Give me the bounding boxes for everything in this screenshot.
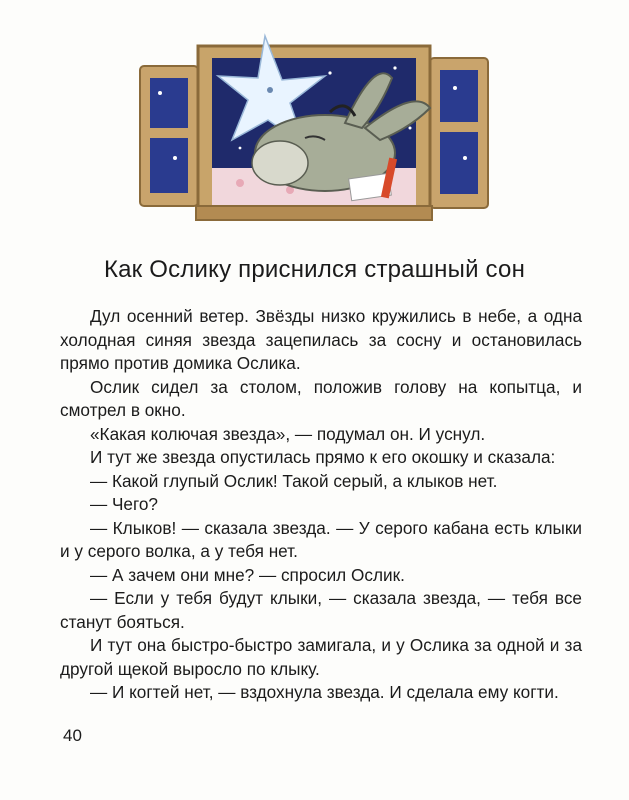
story-paragraph: «Какая колючая звезда», — подумал он. И уснул.	[90, 423, 486, 444]
story-paragraph: — А зачем они мне? — спросил Ослик.	[90, 564, 405, 585]
story-paragraph: Ослик сидел за столом, положив голову на копытца, и смотрел в окно.	[60, 376, 582, 420]
story-paragraph: И тут она быстро-быстро замигала, и у Ослика за одной и за другой щекой выросло по клыку.	[60, 635, 582, 679]
story-paragraph: — Какой глупый Ослик! Такой серый, а клыков нет.	[90, 470, 498, 491]
story-paragraph: — Если у тебя будут клыки, — сказала звезда, — тебя все станут бояться.	[60, 588, 582, 632]
story-paragraph: — Чего?	[90, 494, 158, 514]
story-title: Как Ослику приснился страшный сон	[103, 256, 526, 283]
story-paragraph: И тут же звезда опустилась прямо к его окошку и сказала:	[90, 447, 556, 467]
donkey-window-illustration	[130, 28, 505, 233]
page-number: 40	[63, 726, 82, 745]
donkey-sleeping-at-window-icon	[130, 28, 505, 233]
story-text	[60, 305, 582, 705]
story-paragraph: — Клыков! — сказала звезда. — У серого кабана есть клыки и у серого волка, а у тебя нет.	[60, 517, 582, 561]
story-paragraph: Дул осенний ветер. Звёзды низко кружились в небе, а одна холодная синяя звезда зацепилась за сосну и остановилась прямо против домика Ослика.	[60, 306, 582, 373]
story-paragraph: — И когтей нет, — вздохнула звезда. И сделала ему когти.	[90, 682, 559, 702]
